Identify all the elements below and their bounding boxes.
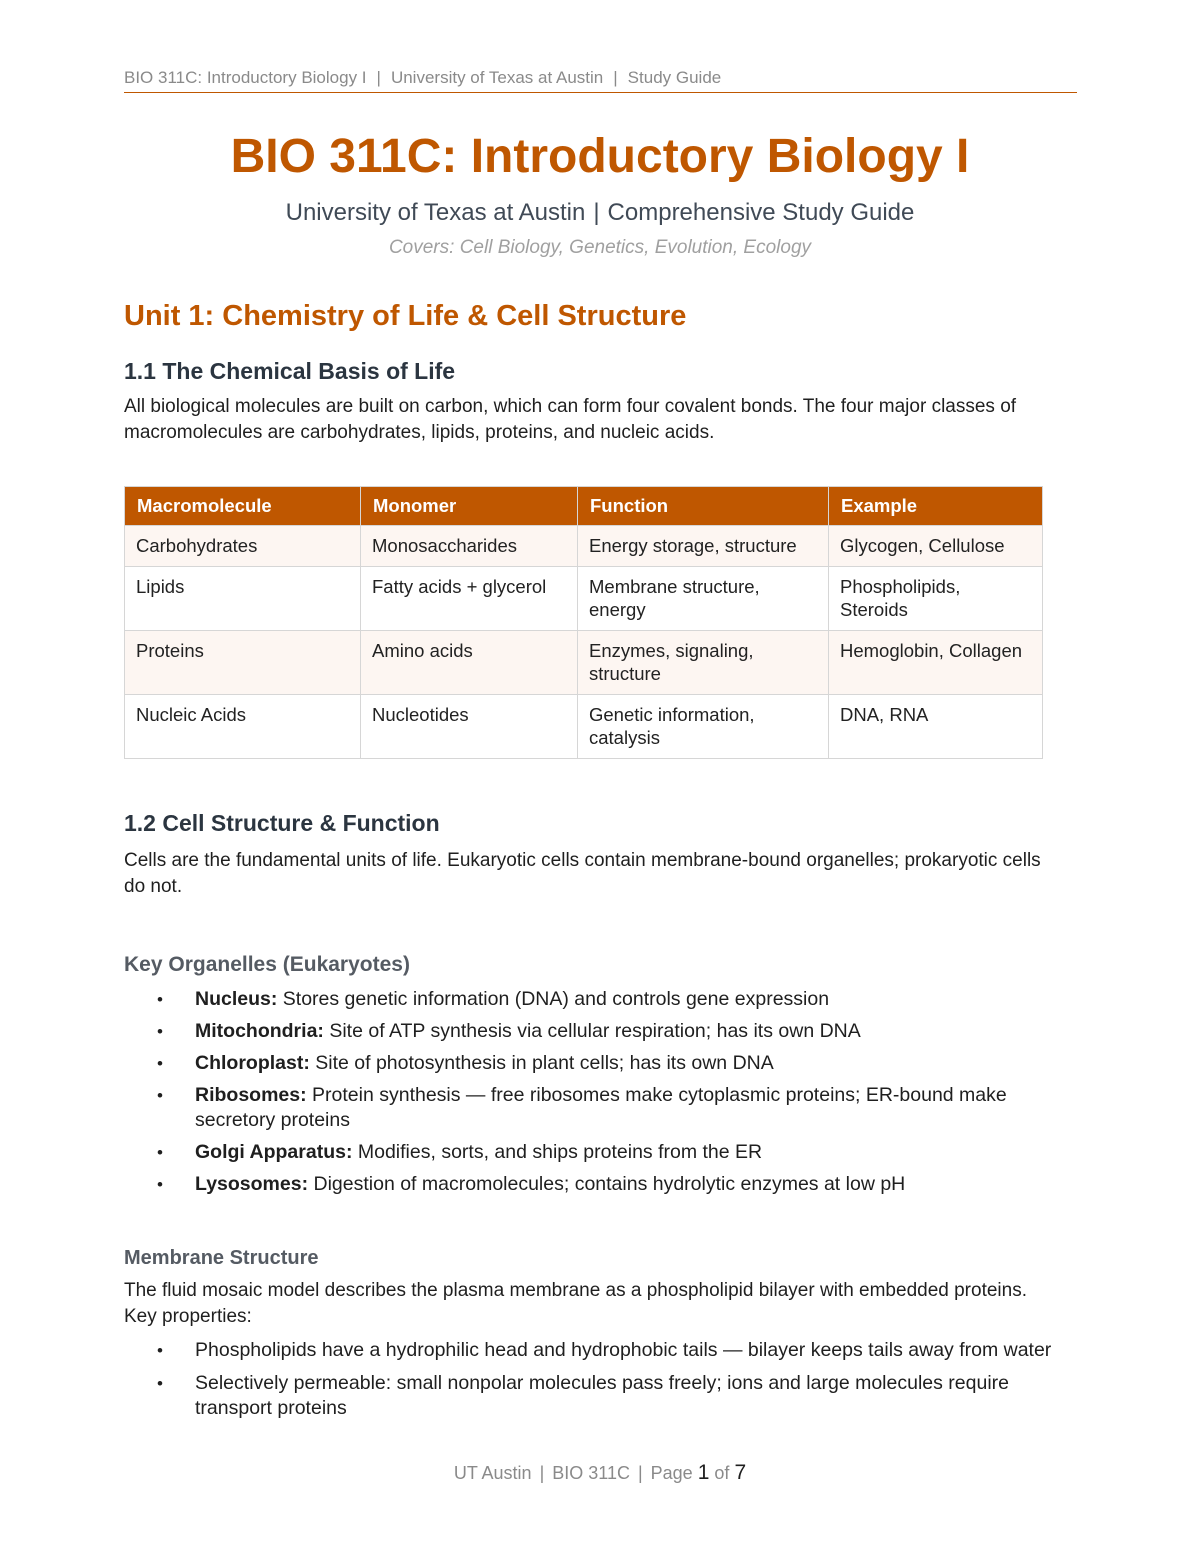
table-cell: Energy storage, structure bbox=[578, 526, 829, 567]
table-cell: Monosaccharides bbox=[361, 526, 578, 567]
subtitle-university: University of Texas at Austin bbox=[285, 199, 586, 226]
subtitle-guide: Comprehensive Study Guide bbox=[607, 199, 915, 226]
list-item bbox=[124, 987, 1064, 1012]
column-header: Example bbox=[829, 487, 1043, 526]
list-item bbox=[124, 1019, 1064, 1044]
table-row bbox=[125, 567, 1043, 631]
membrane-point: Selectively permeable: small nonpolar molecules pass freely; ions and large molecules require transport proteins bbox=[195, 1372, 1009, 1419]
macromolecule-table bbox=[124, 486, 1043, 759]
unit-heading: Unit 1: Chemistry of Life & Cell Structure bbox=[124, 300, 687, 332]
bullet-icon: • bbox=[157, 1054, 163, 1073]
table-row bbox=[125, 695, 1043, 759]
organelle-term: Mitochondria: bbox=[195, 1020, 324, 1042]
organelles-heading: Key Organelles (Eukaryotes) bbox=[124, 953, 410, 976]
membrane-list bbox=[124, 1338, 1064, 1421]
membrane-point: Phospholipids have a hydrophilic head and hydrophobic tails — bilayer keeps tails away from water bbox=[195, 1339, 1052, 1361]
section-1-1-intro: All biological molecules are built on carbon, which can form four covalent bonds. The four major classes of macromolecules are carbohydrates, lipids, proteins, and nucleic acids. bbox=[124, 396, 1017, 443]
organelles-list bbox=[124, 987, 1064, 1197]
table-cell: Carbohydrates bbox=[125, 526, 361, 567]
table-row bbox=[125, 631, 1043, 695]
title-block bbox=[0, 126, 1200, 260]
list-item bbox=[124, 1371, 1064, 1421]
column-header: Function bbox=[578, 487, 829, 526]
running-header bbox=[124, 68, 1077, 93]
header-separator: | bbox=[613, 68, 618, 87]
membrane-intro: The fluid mosaic model describes the plasma membrane as a phospholipid bilayer with embedded proteins. Key properties: bbox=[124, 1280, 1027, 1327]
list-item bbox=[124, 1172, 1064, 1197]
bullet-icon: • bbox=[157, 1022, 163, 1041]
list-item bbox=[124, 1338, 1064, 1363]
section-heading-1-1: 1.1 The Chemical Basis of Life bbox=[124, 358, 456, 384]
organelle-term: Nucleus: bbox=[195, 988, 278, 1010]
table-cell: Phospholipids, Steroids bbox=[829, 567, 1043, 631]
list-item bbox=[124, 1083, 1064, 1133]
subtitle-separator: | bbox=[593, 199, 600, 226]
footer-course: BIO 311C bbox=[552, 1463, 630, 1483]
header-doc-type: Study Guide bbox=[627, 68, 722, 87]
table-row bbox=[125, 526, 1043, 567]
page-footer bbox=[0, 1461, 1200, 1485]
footer-separator: | bbox=[637, 1463, 643, 1483]
bullet-icon: • bbox=[157, 990, 163, 1009]
footer-page-number: 1 bbox=[697, 1461, 710, 1484]
table-cell: Lipids bbox=[125, 567, 361, 631]
table-cell: Nucleic Acids bbox=[125, 695, 361, 759]
bullet-icon: • bbox=[157, 1143, 163, 1162]
organelle-term: Golgi Apparatus: bbox=[195, 1141, 353, 1163]
table-cell: Nucleotides bbox=[361, 695, 578, 759]
footer-of-word: of bbox=[714, 1463, 730, 1483]
table-cell: Membrane structure, energy bbox=[578, 567, 829, 631]
footer-page-word: Page bbox=[650, 1463, 693, 1483]
table-cell: Proteins bbox=[125, 631, 361, 695]
table-cell: DNA, RNA bbox=[829, 695, 1043, 759]
column-header: Macromolecule bbox=[125, 487, 361, 526]
organelle-description: Protein synthesis — free ribosomes make cytoplasmic proteins; ER-bound make secretory proteins bbox=[195, 1084, 1007, 1131]
table-cell: Fatty acids + glycerol bbox=[361, 567, 578, 631]
document-subtitle bbox=[0, 198, 1200, 228]
column-header: Monomer bbox=[361, 487, 578, 526]
bullet-icon: • bbox=[157, 1175, 163, 1194]
bullet-icon: • bbox=[157, 1341, 163, 1360]
section-heading-1-2: 1.2 Cell Structure & Function bbox=[124, 810, 440, 836]
organelle-description: Modifies, sorts, and ships proteins from the ER bbox=[357, 1141, 763, 1163]
organelle-description: Site of photosynthesis in plant cells; has its own DNA bbox=[315, 1052, 774, 1074]
organelle-description: Digestion of macromolecules; contains hydrolytic enzymes at low pH bbox=[313, 1173, 906, 1195]
table-header-row bbox=[125, 487, 1043, 526]
table-cell: Glycogen, Cellulose bbox=[829, 526, 1043, 567]
list-item bbox=[124, 1140, 1064, 1165]
footer-page-total: 7 bbox=[734, 1461, 747, 1484]
bullet-icon: • bbox=[157, 1374, 163, 1393]
main-content bbox=[124, 296, 1064, 1421]
organelle-term: Lysosomes: bbox=[195, 1173, 309, 1195]
footer-separator: | bbox=[539, 1463, 545, 1483]
footer-org: UT Austin bbox=[453, 1463, 532, 1483]
table-cell: Enzymes, signaling, structure bbox=[578, 631, 829, 695]
header-course: BIO 311C: Introductory Biology I bbox=[124, 68, 367, 87]
header-university: University of Texas at Austin bbox=[390, 68, 604, 87]
covers-line: Covers: Cell Biology, Genetics, Evolution, Ecology bbox=[388, 237, 812, 258]
list-item bbox=[124, 1051, 1064, 1076]
section-1-2-intro: Cells are the fundamental units of life. Eukaryotic cells contain membrane-bound organelles; prokaryotic cells do not. bbox=[124, 850, 1041, 897]
table-cell: Genetic information, catalysis bbox=[578, 695, 829, 759]
organelle-description: Stores genetic information (DNA) and controls gene expression bbox=[282, 988, 830, 1010]
header-separator: | bbox=[376, 68, 381, 87]
table-cell: Amino acids bbox=[361, 631, 578, 695]
bullet-icon: • bbox=[157, 1086, 163, 1105]
table-cell: Hemoglobin, Collagen bbox=[829, 631, 1043, 695]
organelle-description: Site of ATP synthesis via cellular respiration; has its own DNA bbox=[329, 1020, 861, 1042]
document-title: BIO 311C: Introductory Biology I bbox=[230, 130, 970, 183]
organelle-term: Chloroplast: bbox=[195, 1052, 310, 1074]
organelle-term: Ribosomes: bbox=[195, 1084, 307, 1106]
membrane-heading: Membrane Structure bbox=[124, 1247, 319, 1269]
